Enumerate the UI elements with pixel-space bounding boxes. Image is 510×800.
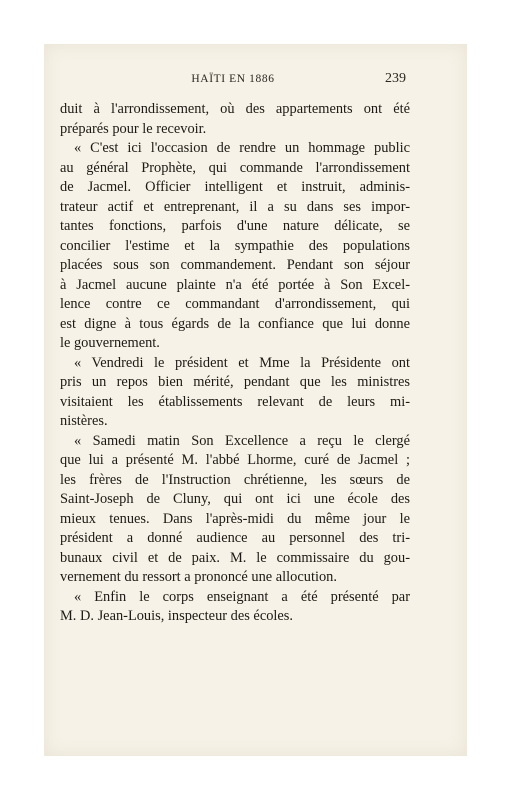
text-line: lence contre ce commandant d'arrondissement, qui (60, 296, 410, 312)
paragraph (60, 100, 410, 139)
text-line: duit à l'arrondissement, où des appartements ont été (60, 101, 410, 117)
text-line: « Vendredi le président et Mme la Présidente ont (74, 354, 410, 371)
text-line: le gouvernement. (60, 335, 160, 351)
text-line: bunaux civil et de paix. M. le commissaire du gou- (60, 549, 410, 566)
text-line: de Jacmel. Officier intelligent et instruit, adminis- (60, 179, 410, 195)
text-line: vernement du ressort a prononcé une allocution. (60, 569, 337, 585)
text-line: « Samedi matin Son Excellence a reçu le clergé (74, 432, 410, 449)
text-line: les frères de l'Instruction chrétienne, les sœurs de (60, 471, 410, 488)
text-line: que lui a présenté M. l'abbé Lhorme, curé de Jacmel ; (60, 452, 410, 468)
running-title: HAÏTI EN 1886 (191, 73, 275, 85)
text-line: placées sous son commandement. Pendant son séjour (60, 257, 410, 273)
text-line: trateur actif et entreprenant, il a su dans ses impor- (60, 198, 410, 215)
text-line: mieux tenues. Dans l'après-midi du même jour le (60, 510, 410, 527)
text-line: M. D. Jean-Louis, inspecteur des écoles. (60, 608, 293, 624)
text-line: Saint-Joseph de Cluny, qui ont ici une école des (60, 491, 410, 507)
page-header (60, 73, 406, 89)
paragraph (60, 432, 410, 588)
text-line: président a donné audience au personnel des tri- (60, 530, 410, 546)
paragraph (60, 588, 410, 627)
text-line: préparés pour le recevoir. (60, 120, 207, 137)
text-line: tantes fonctions, parfois d'une nature délicate, se (60, 218, 410, 234)
text-line: pris un repos bien mérité, pendant que les ministres (60, 374, 410, 390)
page-number: 239 (385, 71, 406, 86)
paragraph (60, 354, 410, 432)
text-line: à Jacmel aucune plainte n'a été portée à Son Excel- (60, 276, 410, 293)
text-line: concilier l'estime et la sympathie des populations (60, 237, 410, 254)
text-line: visitaient les établissements relevant de leurs mi- (60, 393, 410, 410)
text-line: « Enfin le corps enseignant a été présenté par (74, 588, 410, 605)
text-line: est digne à tous égards de la confiance que lui donne (60, 315, 410, 332)
text-line: nistères. (60, 413, 108, 429)
paragraph (60, 139, 410, 354)
text-line: « C'est ici l'occasion de rendre un hommage public (74, 140, 410, 156)
text-line: au général Prophète, qui commande l'arrondissement (60, 159, 410, 176)
page-body (60, 100, 410, 627)
